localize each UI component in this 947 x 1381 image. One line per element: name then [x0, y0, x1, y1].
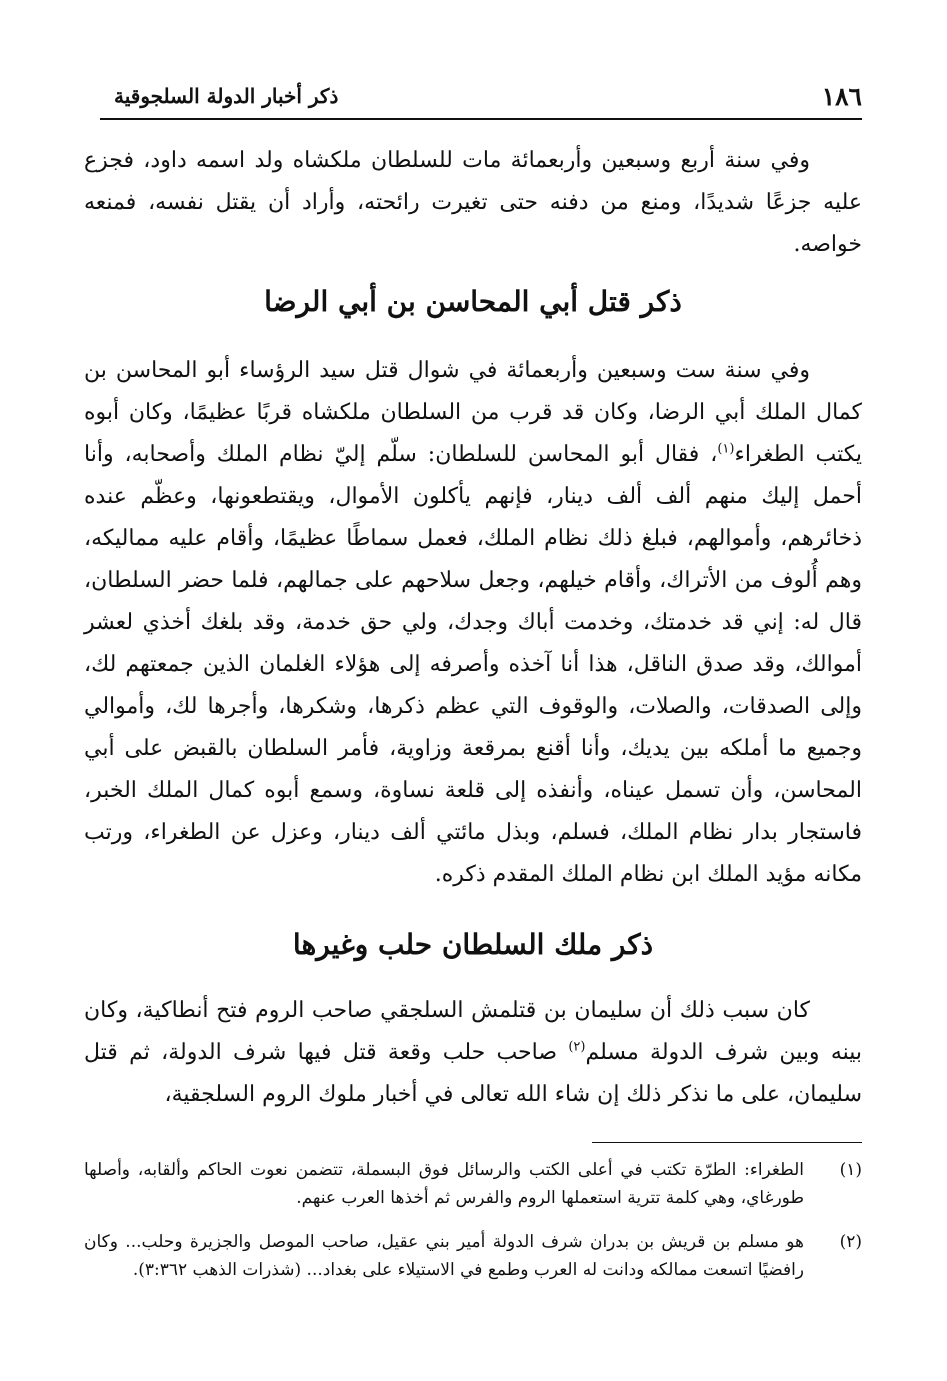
footnote-2	[84, 1228, 862, 1284]
opening-text	[84, 140, 862, 266]
running-title: ذكر أخبار الدولة السلجوقية	[114, 84, 339, 108]
footnote-1	[84, 1156, 862, 1212]
section-2-text-start: كان سبب ذلك أن سليمان بن قتلمش السلجقي صاحب الروم فتح أنطاكية، وكان بينه وبين شرف الدولة مسلم	[84, 998, 863, 1065]
page-number: ١٨٦	[821, 82, 862, 111]
section-heading-2: ذكر ملك السلطان حلب وغيرها	[292, 928, 654, 961]
section-2-paragraph	[84, 990, 862, 1116]
section-1-paragraph	[84, 350, 862, 896]
opening-paragraph: وفي سنة أربع وسبعين وأربعمائة مات للسلطان ملكشاه ولد اسمه داود، فجزع عليه جزعًا شديدًا، ومنع من دفنه حتى تغيرت رائحته، وأراد أن يقتل نفسه، فمنعه خواصه.	[84, 148, 862, 257]
footnote-ref-1: (١)	[717, 441, 735, 457]
section-1-text-end: ، فقال أبو المحاسن للسلطان: سلّم إليّ نظام الملك وأصحابه، وأنا أحمل إليك منهم ألف ألف دينار، فإنهم يأكلون الأموال، ويقتطعونها، وعظّم عنده ذخائرهم، وأموالهم، فبلغ ذلك نظام الملك، فعمل سماطًا عظيمًا، وأقام عليه مماليكه، وهم أُلوف من الأتراك، وأقام خيلهم، وجعل سلاحهم على جمالهم، فلما حضر السلطان، قال له: إني قد خدمتك، وخدمت أباك وجدك، ولي حق خدمة، وقد بلغك أخذي لعشر أموالك، وقد صدق الناقل، هذا أنا آخذه وأصرفه إلى هؤلاء الغلمان الذين جمعتهم لك، وإلى الصدقات، والصلات، والوقوف التي عظم ذكرها، وشكرها، وأجرها لك، وأموالي وجميع ما أملكه بين يديك، وأنا أقنع بمرقعة وزاوية، فأمر السلطان بالقبض على أبي المحاسن، وأن تسمل عيناه، وأنفذه إلى قلعة نساوة، وسمع أبوه كمال الملك الخبر، فاستجار بدار نظام الملك، فسلم، وبذل مائتي ألف دينار، وعزل عن الطغراء، ورتب مكانه مؤيد الملك ابن نظام الملك المقدم ذكره.	[84, 442, 862, 887]
section-heading-1: ذكر قتل أبي المحاسن بن أبي الرضا	[264, 285, 682, 318]
section-2-text-end: صاحب حلب وقعة قتل فيها شرف الدولة، ثم قتل سليمان، على ما نذكر ذلك إن شاء الله تعالى في أخبار ملوك الروم السلجقية،	[84, 1040, 862, 1107]
footnote-marker-2: (٢)	[839, 1232, 862, 1252]
running-header	[100, 78, 862, 120]
footnote-text-1: الطغراء: الطرّة تكتب في أعلى الكتب والرسائل فوق البسملة، تتضمن نعوت الحاكم وألقابه، وأصلها طورغاي، وهي كلمة تترية استعملها الروم والفرس ثم أخذها العرب عنهم.	[84, 1160, 804, 1208]
footnote-divider	[592, 1142, 862, 1143]
footnote-marker-1: (١)	[839, 1160, 862, 1180]
footnote-ref-2: (٢)	[568, 1039, 586, 1055]
section-1-body	[84, 350, 862, 896]
section-2-body	[84, 990, 862, 1116]
footnote-text-2: هو مسلم بن قريش بن بدران شرف الدولة أمير بني عقيل، صاحب الموصل والجزيرة وحلب... وكان رافضيًا اتسعت ممالكه ودانت له العرب وطمع في الاستيلاء على بغداد... (شذرات الذهب ٣:٣٦٢).	[84, 1232, 804, 1280]
section-1-text-start: وفي سنة ست وسبعين وأربعمائة في شوال قتل سيد الرؤساء أبو المحاسن بن كمال الملك أبي الرضا، وكان قد قرب من السلطان ملكشاه قربًا عظيمًا، وكان أبوه يكتب الطغراء	[84, 358, 862, 467]
